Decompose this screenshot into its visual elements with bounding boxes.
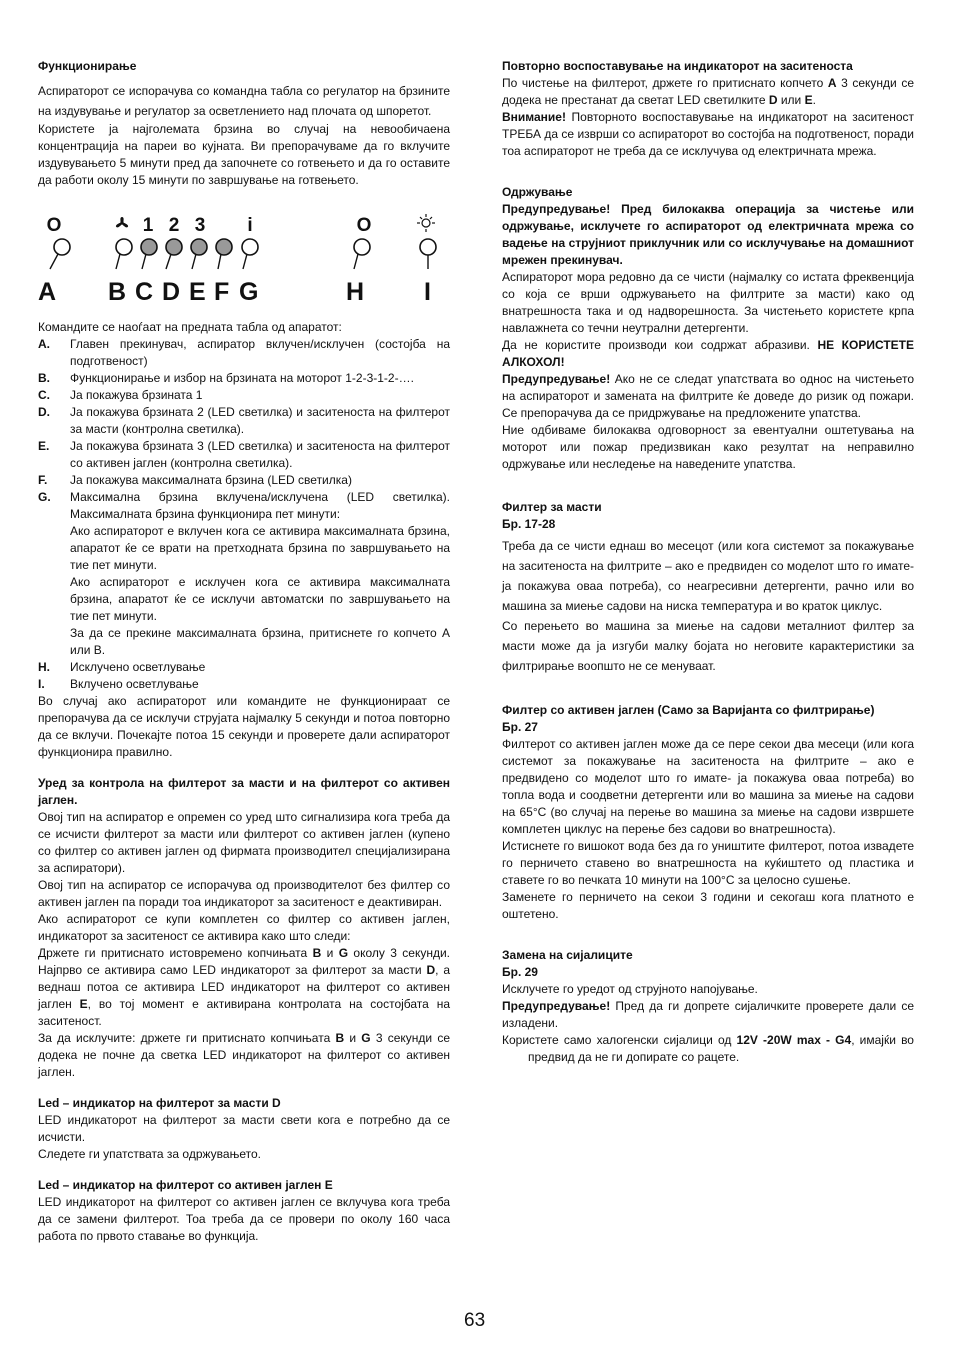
section-title-led-d: Led – индикатор на филтерот за масти D — [38, 1096, 281, 1110]
paragraph: Да не користите производи кои содржат абразиви. НЕ КОРИСТЕТЕ АЛКОХОЛ! — [502, 338, 914, 369]
panel-label-g: G — [239, 278, 259, 303]
paragraph: Аспираторот се испорачува со командна табла со регулатор на брзините на издувување и регулатор за осветлението над плочата од шпоретот. — [38, 84, 450, 118]
panel-symbol-off: O — [46, 215, 62, 236]
list-item: A. Главен прекинувач, аспиратор вклучен/исклучен (состојба на подготвеност) — [38, 337, 450, 368]
paragraph: Со перењето во машина за миење на садови металниот филтер за масти може да ја изгуби малку бојата но неговите карактеристики за филтрирање воопшто не се менуваат. — [502, 619, 914, 673]
paragraph: По чистење на филтерот, држете го притиснато копчето A 3 секунди се додека не престанат да светат LED светилките D или E. — [502, 76, 914, 107]
commands-intro: Командите се наоѓаат на предната табла од апаратот: — [38, 320, 342, 334]
paragraph: Ако аспираторот се купи комплетен со филтер со активен јаглен, индикаторот за заситеност се активира како што следи: — [38, 912, 450, 943]
panel-symbol-speed-1: 1 — [142, 215, 154, 236]
led-f — [216, 239, 232, 255]
panel-symbol-light-off: O — [356, 215, 372, 236]
paragraph: Држете ги притиснато истовремено копчињата B и G околу 3 секунди. Најпрво се активира само LED индикаторот за филтерот за масти D, а веднаш потоа се активира LED индикаторот на филтерот со активен јаглен E, во тој момент е активирана контролата на состојбата на заситеност. — [38, 946, 451, 1028]
paragraph: Користете ја најголемата брзина во случај на невообичаена концентрација на пареи во кујната. Ви препорачуваме да го вклучите издувувањето 5 минути пред да започнете со готвењето и да го оставите да работи околу 15 минути по завршување на готвењето. — [38, 122, 450, 187]
section-title-led-e: Led – индикатор на филтерот со активен јаглен E — [38, 1178, 333, 1192]
list-item: C. Ја покажува брзината 1 — [38, 388, 203, 402]
list-item: D. Ја покажува брзината 2 (LED светилка) и заситеноста на филтерот за масти (контролна светилка). — [38, 405, 450, 436]
paragraph: Заменете го перничето на секои 3 години и секогаш кога платното е оштетено. — [502, 890, 914, 921]
panel-label-a: A — [38, 278, 57, 303]
button-b — [116, 239, 132, 255]
list-subparagraph: Ако аспираторот е исклучен кога се активира максималната брзина, апаратот ќе се исклучи автоматски по завршувањето на тие пет минути. — [70, 575, 450, 623]
panel-label-h: H — [346, 278, 365, 303]
panel-label-e: E — [189, 278, 206, 303]
figure-reference: Бр. 17-28 — [502, 517, 556, 531]
list-subparagraph: За да се прекине максималната брзина, притиснете го копчето A или B. — [70, 626, 450, 657]
list-item: E. Ја покажува брзината 3 (LED светилка) и заситеноста на филтерот со активен јаглен (контролна светилка). — [38, 439, 450, 470]
list-item: H. Исклучено осветлување — [38, 660, 206, 674]
panel-label-f: F — [214, 278, 230, 303]
section-title-carbon-filter: Филтер со активен јаглен (Само за Варијанта со филтрирање) — [502, 703, 875, 717]
paragraph: Ние одбиваме билокаква одговорност за евентуални оштетувања на моторот или пожар предизвикан како резултат на неправилно одржување или неследење на наведените упатства. — [502, 423, 914, 471]
paragraph: Во случај ако аспираторот или командите не функционираат се препорачува да се исклучи струјата најмалку 5 секунди и потоа повторно да се вклучи. Почекајте потоа 15 секунди и проверете дали аспираторот функционира правилно. — [38, 694, 450, 759]
fan-icon — [117, 218, 128, 227]
panel-symbol-speed-3: 3 — [194, 215, 206, 236]
panel-label-d: D — [162, 278, 181, 303]
button-g — [242, 239, 258, 255]
section-title-lamp-replacement: Замена на сијалиците — [502, 948, 633, 962]
panel-symbol-intensive: i — [247, 215, 253, 236]
page-number: 63 — [464, 1310, 486, 1331]
button-a — [54, 239, 70, 255]
section-title-maintenance: Одржување — [502, 185, 573, 199]
list-item: B. Функционирање и избор на брзината на моторот 1-2-3-1-2-…. — [38, 371, 414, 385]
paragraph: За да исклучите: држете ги притиснато копчињата B и G 3 секунди се додека не почне да светка LED индикаторот на филтерот со активен јаглен. — [38, 1031, 451, 1079]
paragraph: LED индикаторот на филтерот со активен јаглен се вклучува кога треба да се замени филтерот. Тоа треба да се провери по околу 160 часа работа по првото ставање во функција. — [38, 1195, 450, 1243]
paragraph: Филтерот со активен јаглен може да се пере секои два месеци (или кога системот за покажување на заситеноста на филтрите – ако е предвидено со моделот што го имате- ја покажува оваа потреба) во топла вода и соодветни детергенти или во машина за миење на садови на 65°C (во случај на перење во машина за миење на садови извршете комплетен циклус на перење без садови во внатрешноста). — [502, 737, 914, 836]
paragraph: Треба да се чисти еднаш во месецот (или кога системот за покажување на заситеноста на филтрите – ако е предвиден со моделот што го имате- ја покажува оваа потреба), со неагресивни детергенти, рачно или во машина за миење садови на ниска температура и во краток циклус. — [502, 539, 914, 613]
paragraph: Овој тип на аспиратор се испорачува од производителот без филтер со активен јаглен па поради тоа индикаторот за заситеност е деактивиран. — [38, 878, 450, 909]
paragraph: Овој тип на аспиратор е опремен со уред што сигнализира кога треба да се исчисти филтерот за масти или филтерот со активен јаглен (купено со филтер со активен јаглен од фирмата производител специјализирана за аспиратори). — [38, 810, 450, 875]
list-subparagraph: Ако аспираторот е вклучен кога се активира максималната брзина, апаратот ќе се врати на претходната брзина по завршувањето на тие пет минути. — [70, 524, 450, 572]
button-i — [420, 239, 436, 255]
panel-label-i: I — [424, 278, 431, 303]
list-item: F. Ја покажува максималната брзина (LED светилка) — [38, 473, 352, 487]
figure-reference: Бр. 27 — [502, 720, 538, 734]
left-column — [38, 58, 450, 1245]
paragraph: Исклучете го уредот од струјното напојување. — [502, 982, 758, 996]
section-title-grease-filter: Филтер за масти — [502, 500, 602, 514]
paragraph: Истиснете го вишокот вода без да го уништите филтерот, потоа извадете го перничето ставено во внатрешноста на куќиштето од пластика и ставете го во печката 10 минути на 100°C за целосно сушење. — [502, 839, 914, 887]
button-h — [354, 239, 370, 255]
light-icon — [417, 214, 435, 232]
led-e — [191, 239, 207, 255]
section-title-filter-control: Уред за контрола на филтерот за масти и на филтерот со активен јаглен. — [38, 776, 450, 807]
control-panel-diagram — [38, 211, 450, 303]
paragraph: Користете само халогенски сијалици од 12V -20W max - G4, имајќи во предвид да не ги допирате со рацете. — [502, 1033, 914, 1064]
paragraph: LED индикаторот на филтерот за масти свети кога е потребно да се исчисти. — [38, 1113, 450, 1144]
right-column — [502, 58, 914, 1066]
section-title-operation: Функционирање — [38, 59, 137, 73]
paragraph: Внимание! Повторното воспоставување на индикаторот на заситеност ТРЕБА да се изврши со аспираторот во состојба на подготвеност, поради тоа аспираторот не треба да се исклучува од електричната мрежа. — [502, 110, 914, 158]
list-item: G. Максимална брзина вклучена/исклучена (LED светилка). Максималната брзина функционира пет минути: — [38, 490, 450, 521]
panel-symbol-speed-2: 2 — [168, 215, 180, 236]
led-c — [141, 239, 157, 255]
section-title-reset: Повторно воспоставување на индикаторот на заситеноста — [502, 59, 853, 73]
led-d — [166, 239, 182, 255]
figure-reference: Бр. 29 — [502, 965, 538, 979]
paragraph: Аспираторот мора редовно да се чисти (најмалку со истата фреквенција со која се врши одржувањето на филтрите за масти) како од внатрешноста така и од надворешноста. За чистењето користете крпа навлажнета со течни неутрални детергенти. — [502, 270, 914, 335]
paragraph: Следете ги упатствата за одржувањето. — [38, 1147, 261, 1161]
paragraph: Предупредување! Пред да ги допрете сијаличките проверете дали се изладени. — [502, 999, 914, 1030]
paragraph: Предупредување! Ако не се следат упатствата во однос на чистењето на аспираторот и замената на филтрите ќе доведе до ризик од пожари. Се препорачува да се придржување на предложените упатства. — [502, 372, 914, 420]
warning-paragraph: Предупредување! Пред билокаква операција за чистење или одржување, исклучете го аспираторот од електричната мрежа со вадење на струјниот приклучник или со исклучување на домашниот мрежен прекинувач. — [502, 202, 914, 267]
list-item: I. Вклучено осветлување — [38, 677, 199, 691]
panel-label-c: C — [135, 278, 154, 303]
panel-label-b: B — [108, 278, 127, 303]
control-panel-svg — [38, 211, 450, 303]
